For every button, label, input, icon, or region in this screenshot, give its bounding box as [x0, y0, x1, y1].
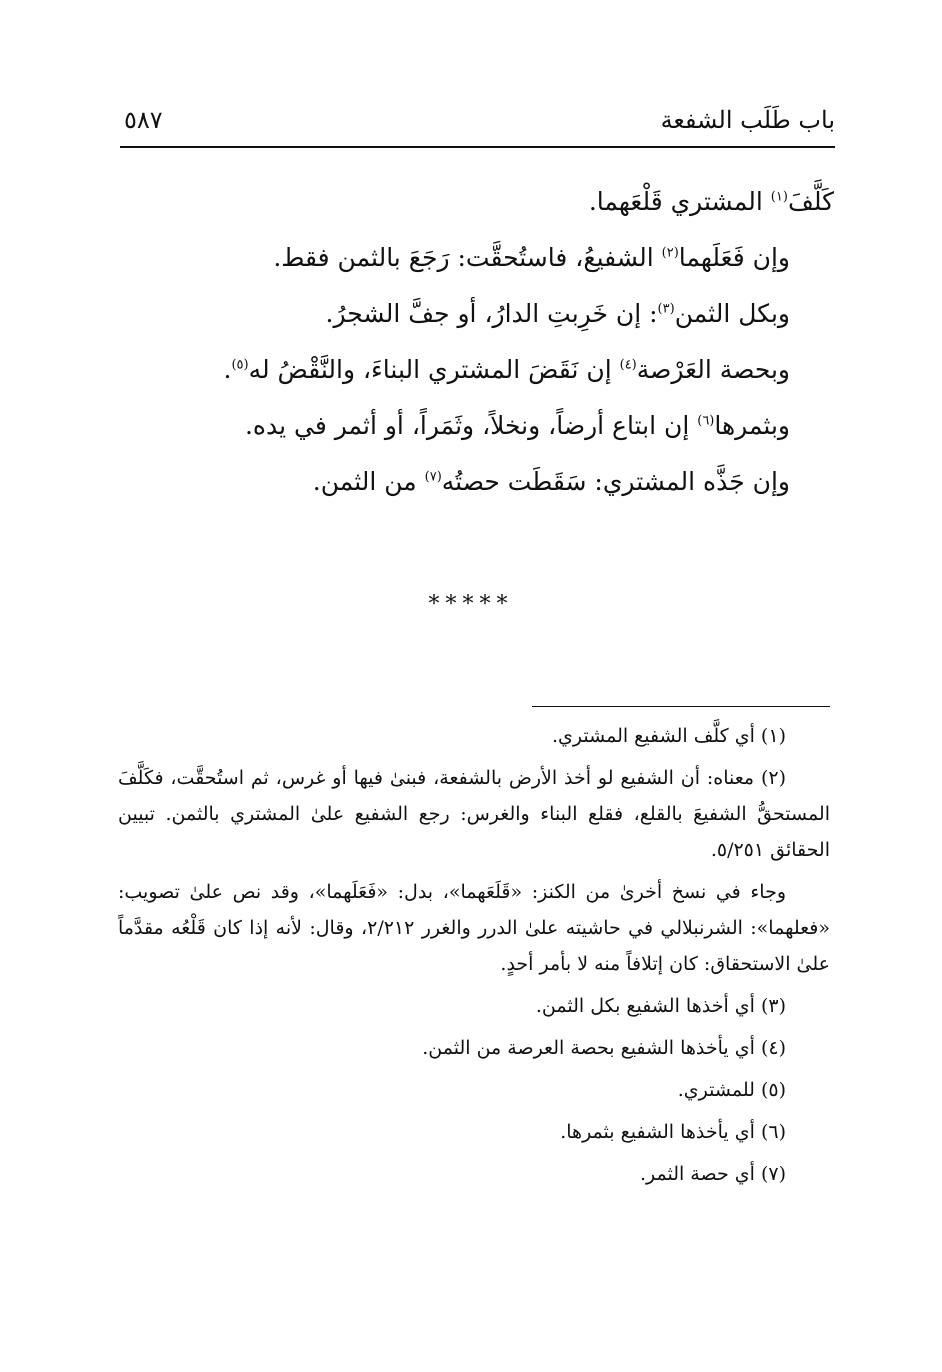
footnote-ref: (٥): [231, 357, 249, 373]
text-segment: .: [223, 355, 232, 384]
text-line: [134, 290, 834, 346]
text-segment: وإن فَعَلَهما: [678, 243, 790, 272]
text-segment: وبكل الثمن: [674, 299, 790, 328]
text-segment: المشتري قَلْعَهما.: [588, 187, 771, 216]
footnote-5: (٥) للمشتري.: [677, 1079, 786, 1101]
text-segment: الشفيعُ، فاستُحقَّت: رَجَعَ بالثمن فقط.: [273, 243, 662, 272]
running-header: [120, 100, 835, 148]
footnote-6: (٦) أي يأخذها الشفيع بثمرها.: [560, 1121, 786, 1143]
text-line: [134, 346, 834, 402]
footnote-4: (٤) أي يأخذها الشفيع بحصة العرصة من الثمن.: [422, 1037, 786, 1059]
text-segment: وبثمرها: [714, 411, 790, 440]
main-text: [134, 178, 834, 514]
text-line: [134, 402, 834, 458]
chapter-title: باب طَلَب الشفعة: [660, 106, 835, 134]
footnote-ref: (٤): [619, 357, 637, 373]
text-line: [134, 178, 834, 234]
footnote-2-continued: وجاء في نسخ أخرىٰ من الكنز: «قَلَعَهما»، بدل: «فَعَلَهما»، وقد نص علىٰ تصويب: «فعلهما»: الشرنبلالي في حاشيته علىٰ الدرر والغرر ٢/٢١٢، وقال: لأنه إذا كان قَلْعُه مقدَّماً علىٰ الاستحقاق: كان إتلافاً منه لا بأمر أحدٍ.: [118, 881, 830, 975]
footnote-ref: (٦): [697, 413, 715, 429]
text-segment: وبحصة العَرْصة: [636, 355, 790, 384]
footnotes: [118, 718, 830, 1198]
text-line: [134, 234, 834, 290]
section-separator: *****: [428, 592, 514, 617]
text-segment: إن نَقَضَ المشتري البناءَ، والنَّقْضُ له: [248, 355, 620, 384]
footnote-rule: [532, 706, 830, 707]
text-segment: إن ابتاع أرضاً، ونخلاً، وثَمَراً، أو أثمر في يده.: [244, 411, 698, 440]
text-segment: من الثمن.: [312, 467, 425, 496]
footnote-1: (١) أي كلَّف الشفيع المشتري.: [552, 725, 786, 747]
text-segment: وإن جَذَّه المشتري: سَقَطَت حصتُه: [441, 467, 790, 496]
text-line: [134, 458, 834, 514]
footnote-ref: (١): [770, 189, 788, 205]
text-segment: كَلَّفَ: [787, 187, 834, 216]
footnote-3: (٣) أي أخذها الشفيع بكل الثمن.: [535, 995, 786, 1017]
text-segment: : إن خَرِبتِ الدارُ، أو جفَّ الشجرُ.: [325, 299, 658, 328]
footnote-7: (٧) أي حصة الثمر.: [639, 1163, 786, 1185]
footnote-ref: (٢): [661, 245, 679, 261]
footnote-2: (٢) معناه: أن الشفيع لو أخذ الأرض بالشفعة، فبنىٰ فيها أو غرس، ثم استُحقَّت، فكَلَّفَ المستحقُّ الشفيعَ بالقلع، فقلع البناء والغرس: رجع الشفيع علىٰ المشتري بالثمن. تبيين الحقائق ٥/٢٥١.: [118, 767, 830, 861]
footnote-ref: (٣): [657, 301, 675, 317]
page-number: ٥٨٧: [124, 106, 163, 134]
footnote-ref: (٧): [424, 469, 442, 485]
